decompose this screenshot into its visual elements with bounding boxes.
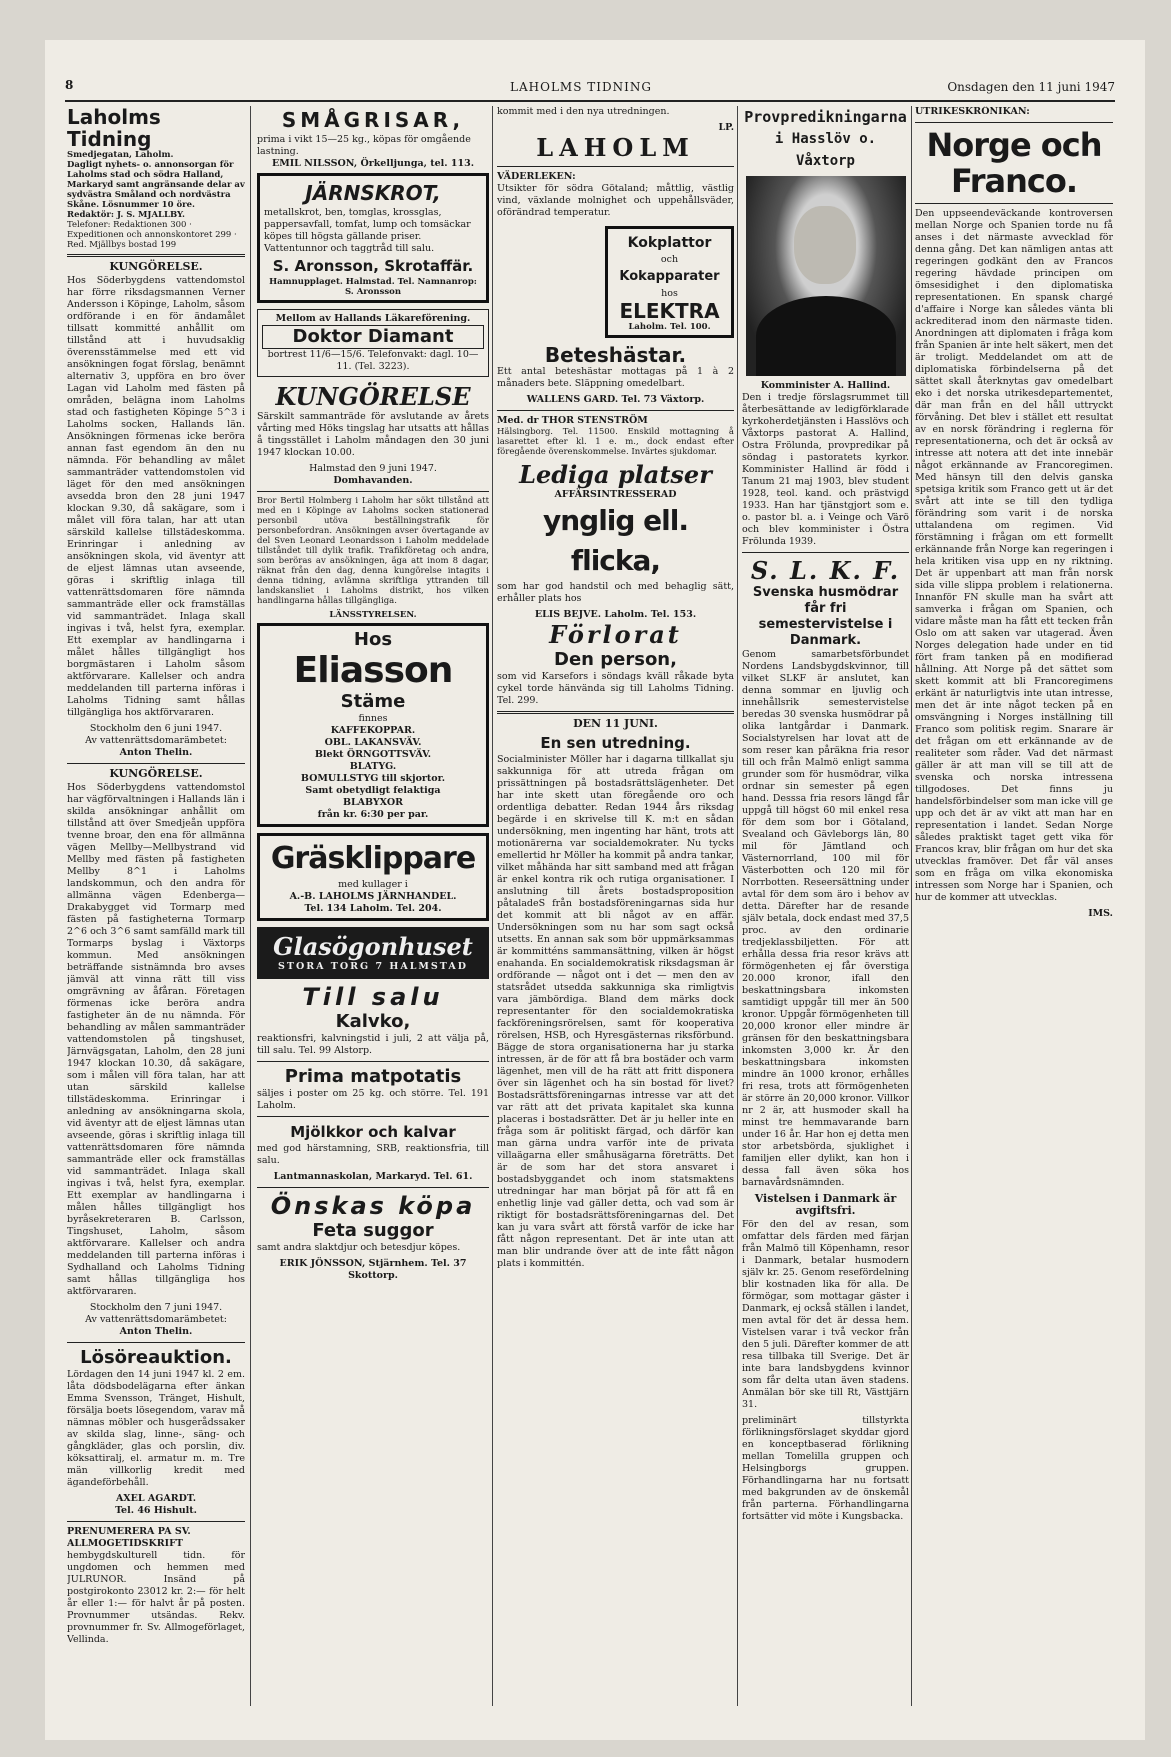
kung-sign: Domhavanden. xyxy=(333,475,413,486)
page-number: 8 xyxy=(65,78,74,92)
mjolk-firm: Lantmannaskolan, Markaryd. Tel. 61. xyxy=(273,1171,473,1182)
photo-caption: Komminister A. Hallind. xyxy=(760,380,891,391)
masthead-title: Laholms Tidning xyxy=(67,106,161,151)
senutr-title: En sen utredning. xyxy=(540,734,691,752)
gras-tel: Tel. 134 Laholm. Tel. 204. xyxy=(304,903,442,914)
betes-title: Beteshästar. xyxy=(544,343,687,367)
kungorelse-2-text: Hos Söderbygdens vattendomstol har vägförvaltningen i Hallands län i skilda ansökningar anhållit om tillstånd att över Smedjeån uppföra tvenne broar, den ena för allmänna vägen Mellby—Mellbystrand vid Mellby med fästen på fastigheten Mellby 8^1 i Laholms landskommun, och den andra för allmänna vägen Edenberga—Drakabygget vid Tormarp med fästen på fastigheterna Tormarp 2^6 och 3^6 samt samfälld mark till Tormarps byslag i Växtorps kommun. Med ansökningen beträffande sistnämnda bro avses jämväl att vinna rätt till viss omgrävning av åfåran. Företagen förmenas icke beröra andra fastigheter än de nu nämnda. För behandling av målen sammanträder vattendomstolen på tingshuset, Järnvägsgatan, Laholm, den 28 juni 1947 klockan 10.30, då sakägare, som i målen vill föra talan, har att utan särskild kallelse tillstädeskomma. Erinringar i anledning av ansökningarna skola, vid äventyr att de eljest lämnas utan avseende, göras i skriftlig inlaga till vattenrättsdomaren före nämnda sammanträde eller ock framställas vid sammanträdet. Inlaga skall ingivas i två, helst fyra, exemplar. Ett exemplar av handlingarna i målen hålles tillgängligt hos byråsekreteraren B. Carlsson, Tingshuset, Laholm, såsom aktförvarare. Kallelser och andra meddelanden till parterna införas i Sydhalland och Laholms Tidning samt hållas tillgängliga hos aktförvararen. xyxy=(67,782,245,1297)
kungorelse-2-sign: Anton Thelin. xyxy=(119,1326,193,1337)
person-text: som vid Karsefors i söndags kväll råkade byta cykel torde hänvända sig till Laholms Tidning. Tel. 299. xyxy=(497,671,734,706)
den11-head: DEN 11 JUNI. xyxy=(573,717,658,730)
top-text: kommit med i den nya utredningen. xyxy=(497,106,670,117)
lakare-title: Mellom av Hallands Läkareförening. xyxy=(275,313,471,324)
top-sign: LP. xyxy=(718,122,734,133)
kungorelse-2-place: Stockholm den 7 juni 1947. xyxy=(89,1302,223,1313)
utrikes-title: Norge och Franco. xyxy=(926,126,1102,200)
mjolk-text: med god härstamning, SRB, reaktionsfria, till salu. xyxy=(257,1143,489,1166)
page-header xyxy=(65,78,1115,102)
kok-hos: hos xyxy=(661,288,678,299)
kungorelse-2-head: KUNGÖRELSE. xyxy=(109,767,203,780)
eliasson-finnes: finnes xyxy=(358,713,388,724)
gras-text: med kullager i xyxy=(338,879,408,890)
kung-place: Halmstad den 9 juni 1947. xyxy=(309,463,437,474)
ynglig-text: som har god handstil och med behaglig sätt, erhåller plats hos xyxy=(497,581,734,604)
slkf-sub: Svenska husmödrar får fri semestervistelse i Danmark. xyxy=(752,585,899,648)
tillsalu-head: Till salu xyxy=(302,983,444,1011)
betes-sign: WALLENS GARD. Tel. 73 Växtorp. xyxy=(526,394,705,405)
prov-title: Provpredikningarna xyxy=(744,108,907,126)
vader-head: VÄDERLEKEN: xyxy=(497,171,576,182)
eliasson-hos: Hos xyxy=(353,629,393,650)
betes-text: Ett antal beteshästar mottagas på 1 à 2 månaders bete. Släppning omedelbart. xyxy=(497,366,734,389)
utrikes-text: Den uppseendeväckande kontroversen mellan Norge och Spanien torde nu få anses i det närmaste avvecklad för denna gång. Det kan nämligen antas att regeringen godkänt den av Francos regering hävdade principen om ömsesidighet i den diplomatiska representationen. En spansk chargé d'affaire i Norge kan således vänta bli ackrediterad inom den närmaste tiden. Anordningen att diplomaten i fråga kom från Spanien är inte helt säkert, men det är troligt. Meddelandet om att de diplomatiska förbindelserna på det sättet skall återknytas gav omedelbart eko i det norska utrikesdepartementet, där man från en del håll uttryckt förvåning. Det blev i stället ett resultat av en norsk förändring i reglerna för representationerna, och det är också av intresse att notera att det inte innebär något erkännande av Francoregimen. Med hänsyn till den delvis ganska spetsiga kritik som Franco gett ut är det svårt att inte se till den tydliga förändring som varit i de norska uttalandena om regimen. Vid förstämning i frågan om ett formellt erkännande från Norge kan regeringen i hela kritiken visa upp en ny riktning. Det är uppenbart att man från norsk sida ville slippa problem i relationerna. Innanför FN skulle man ha svårt att samverka i frågan om Spanien, och vidare måste man ha fått ett tecken från Oslo om att saken var utagerad. Även Norges delegation hade under en tid fört fram tanken på en modifierad hållning. Att Norge på det sättet som skett kommit att bli Francoregimens erkänt är naturligtvis inte utan intresse, men det är inte något tecken på en omsvängning i Norges inställning till Franco som politisk regim. Snarare är det frågan om ett erkännande av de realiteter som råder. Vad det närmast gäller är att man vill se till att de svenska och norska intressena tillgodoses. Det finns ju handelsförbindelser som man icke vill ge upp och det är av vikt att man har en representation i landet. Sedan Norge således praktiskt taget gett vika för Francos krav, blir frågan om hur det ska utvecklas framöver. Det får väl anses som en fråga om vilka ekonomiska intressen som Norge har i Spanien, och hur de kommer att utvecklas. xyxy=(915,208,1113,903)
newspaper-name: LAHOLMS TIDNING xyxy=(510,80,652,94)
gras-title: Gräsklippare xyxy=(270,841,476,876)
smagrisar-title: SMÅGRISAR, xyxy=(281,108,465,132)
masthead-desc: Dagligt nyhets- o. annonsorgan för Laholms stad och södra Halland, Markaryd samt angränsande delar av sydvästra Småland och nordvästra Skåne. Lösnummer 10 öre. xyxy=(67,160,245,210)
prov-text: Den i tredje förslagsrummet till återbesättande av ledigförklarade kyrkoherdetjänsten i Hasslövs och Våxtorps pastorat A. Hallind, Ostra Frölunda, provpredikar på söndag i pastoratets kyrkor. Komminister Hallind är född i Tanum 21 maj 1903, blev student 1928, teol. kand. och prästvigd 1933. Han har tjänstgjort som e. o. pastor bl. a. i Veinge och Värö och blev komminister i Östra Frölunda 1939. xyxy=(742,392,909,547)
gras-firm: A.-B. LAHOLMS JÄRNHANDEL. xyxy=(289,891,457,902)
kok-title: Kokplattor xyxy=(627,235,712,251)
column-4 xyxy=(742,106,909,1686)
kungorelse-1-sign: Anton Thelin. xyxy=(119,747,193,758)
subscribe-head: PRENUMERERA PA SV. ALLMOGETIDSKRIFT xyxy=(67,1526,191,1549)
auction-title: Lösöreauktion. xyxy=(80,1347,232,1368)
smagrisar-sign: EMIL NILSSON, Örkelljunga, tel. 113. xyxy=(271,158,475,169)
jarnskrot-firm: S. Aronsson, Skrotaffär. xyxy=(272,257,474,275)
onskas-head: Önskas köpa xyxy=(270,1192,476,1220)
eliasson-item: OBL. LAKANSVÄV. xyxy=(324,737,422,748)
jarnskrot-title: JÄRNSKROT, xyxy=(305,181,441,205)
vist-text: För den del av resan, som omfattar dels färden med färjan från Malmö till Köpenhamn, resor i Danmark, betalar husmodern själv kr. 25. Genom resefördelning blir kostnaden lika för alla. De förmögar, som mottagar gäster i Danmark, ej också ställen i landet, men avtal för det är dessa hem. Vistelsen varar i två veckor från den 5 juli. Därefter kommer de att resa tillbaka till Sverige. Det är inte bara landsbygdens kvinnor som får delta utan även stadens. Anmälan bör ske till Rt, Västtjärn 31. xyxy=(742,1219,909,1410)
bertil-text: Bror Bertil Holmberg i Laholm har sökt tillstånd att med en i Köpinge av Laholms socken stationerad personbil utöva beställningstrafik för personbefordran. Ansökningen avser övertagande av del Sven Leonard Leonardsson i Laholm meddelade tillståndet till dylik trafik. Trafikföretag och andra, som beröras av ansökningen, äga att inom 8 dagar, räknat från den dag, denna kungörelse intagits i denna tidning, avlämna skriftliga yttranden till landskansliet i Laholms distrikt, hos vilken handlingarna hållas tillgängliga. xyxy=(257,496,489,606)
eliasson-item: BLATYG. xyxy=(349,761,397,772)
portrait-photo xyxy=(746,176,906,376)
auction-sign: AXEL AGARDT. xyxy=(115,1493,197,1504)
person-title: Den person, xyxy=(554,649,677,670)
kungorelse-1-place: Stockholm den 6 juni 1947. xyxy=(89,723,223,734)
utrikes-sign: IMS. xyxy=(1088,908,1113,919)
kok-title2: Kokapparater xyxy=(619,269,720,284)
laholm-title: LAHOLM xyxy=(536,133,695,162)
column-1 xyxy=(67,106,245,1686)
elektra-place: Laholm. xyxy=(628,322,667,332)
vader-text: Utsikter för södra Götaland; måttlig, västlig vind, växlande molnighet och uppehållsväder, oförändrad temperatur. xyxy=(497,183,734,218)
eliasson-ad xyxy=(257,623,489,827)
med-text: Hälsingborg. Tel. 11500. Enskild mottagning å lasarettet efter kl. 1 e. m., dock endast efter föregående överenskommelse. Invärtes sjukdomar. xyxy=(497,427,734,457)
masthead-phones: Telefoner: Redaktionen 300 · Expeditionen och annonskontoret 299 · Red. Mjällbys bostad 199 xyxy=(67,220,237,250)
kalvko-title: Kalvko, xyxy=(335,1011,411,1032)
kalvko-text: reaktionsfri, kalvningstid i juli, 2 att välja på, till salu. Tel. 99 Alstorp. xyxy=(257,1033,489,1056)
utrikes-head: UTRIKESKRÖNIKAN: xyxy=(915,106,1030,117)
glasogonhuset-ad xyxy=(257,927,489,979)
diamant-ad xyxy=(257,309,489,377)
kungorelse-2-office: Av vattenrättsdomarämbetet: xyxy=(85,1314,227,1325)
diamant-text: bortrest 11/6—15/6. Telefonvakt: dagl. 10—11. (Tel. 3223). xyxy=(267,349,479,372)
feta-text: samt andra slaktdjur och betesdjur köpes. xyxy=(257,1242,461,1253)
matpotatis-title: Prima matpotatis xyxy=(284,1066,462,1087)
slkf-text: Genom samarbetsförbundet Nordens Landsbygdskvinnor, till vilket SLKF är anslutet, kan denna sommar en ljuvlig och innehållsrik semestervistelse beredas 30 svenska husmödrar på olika lantgårdar i Danmark. Socialstyrelsen har lovat att de som reser kan påräkna fria resor till och från Malmö enligt samma grunder som för husmödrar, vilka ordnar sin semester på egen hand. Desssa fria resors längd får uppgå till högst 60 mil enkel resa för dem som bor i Götaland, Svealand och Gävleborgs län, 80 mil för Jämtland och Västernorrland, 100 mil för Västerbotten och 120 mil för Norrbotten. Reseersättning under avtal för dem som äro i behov av detta. Därefter har de resande själv betala, dock endast med 37,5 proc. av den ordinarie tredjeklassbiljetten. För att erhålla dessa fria resor krävs att förmögenheten ej får överstiga 20.000 kronor, ifall den beskattningsbara inkomsten samtidigt uppgår till mer än 500 kronor. Uppgår förmögenheten till 20,000 kronor eller mindre är gränsen för den beskattningsbara inkomsten 3,000 kr. Är den beskattningsbara inkomsten mindre än 1000 kronor, erhålles fri resa, trots att förmögenheten är större än 20,000 kronor. Villkor nr 2 är, att husmoder skall ha minst tre hemmavarande barn under 16 år. Har hon ej detta men stor arbetsbörda, sjuklighet i familjen eller dylikt, kan hon i dessa fall även söka hos barnavårdsnämnden. xyxy=(742,649,909,1188)
column-2 xyxy=(257,106,489,1686)
jarnskrot-text: metallskrot, ben, tomglas, krossglas, pappersavfall, tomfat, lump och tomsäckar köpes till högsta gällande priser. Vattentunnor och taggtråd till salu. xyxy=(264,207,471,254)
kung-title: KUNGÖRELSE xyxy=(275,382,471,411)
eliasson-item: Samt obetydligt felaktiga xyxy=(305,785,441,796)
kungorelse-1-office: Av vattenrättsdomarämbetet: xyxy=(85,735,227,746)
diamant-name: Doktor Diamant xyxy=(262,325,484,349)
vist-head: Vistelsen i Danmark är avgiftsfri. xyxy=(754,1192,897,1217)
glas-name: Glasögonhuset xyxy=(273,932,473,961)
eliasson-item: BLABYXOR xyxy=(342,797,404,808)
eliasson-item: KAFFEKOPPAR. xyxy=(330,725,416,736)
feta-title: Feta suggor xyxy=(312,1220,434,1241)
smagrisar-text: prima i vikt 15—25 kg., köpas för omgående lastning. xyxy=(257,134,471,157)
newspaper-page xyxy=(45,40,1145,1740)
eliasson-item: Blekt ÖRNGOTTSVÄV. xyxy=(314,749,432,760)
bertil-sign: LÄNSSTYRELSEN. xyxy=(329,610,417,620)
kungorelse-1-head: KUNGÖRELSE. xyxy=(109,260,203,273)
ynglig-title: ynglig ell. flicka, xyxy=(542,504,689,577)
jarnskrot-ad xyxy=(257,173,489,303)
kungorelse-1-text: Hos Söderbygdens vattendomstol har förre riksdagsmannen Verner Andersson i Köpinge, Laholm, såsom ordförande i en för ändamålet tillsatt kommitté anhållit om tillstånd att i huvudsaklig överensstämmelse med ett vid ansökningen fogat förslag, benämnt alternativ 3, uppföra en bro över Lagan vid Laholm med fästen på områden, belägna inom Laholms stad och fastigheten Köpinge 5^3 i Laholms socken, Hallands län. Ansökningen förmenas icke beröra annan fast egendom än den nu nämnda. För behandling av målet sammanträder vattendomstolen vid läget för den med ansökningen avsedda bron den 28 juni 1947 klockan 9.30, då sakägare, som i målet vill föra talan, har att utan särskild kallelse tillstädeskomma. Erinringar i anledning av ansökningen skola, vid äventyr att de eljest lämnas utan avseende, göras i skriftlig inlaga till vattenrättsdomaren före nämnda sammanträde eller ock framställas vid sammanträdet. Inlaga skall ingivas i två, helst fyra, exemplar. Ett exemplar av handlingarna i målet hålles tillgängligt hos borgmästaren i Laholm såsom aktförvarare. Kallelser och andra meddelanden till parterna införas i Laholms Tidning samt hållas tillgängliga hos aktförvararen. xyxy=(67,275,245,718)
elektra-name: ELEKTRA xyxy=(619,299,720,323)
column-3 xyxy=(497,106,734,1686)
lediga-head: Lediga platser xyxy=(519,460,712,489)
prel-text: preliminärt tillstyrkta förlikningsförslaget skyddar gjord en konceptbaserad förlikning mellan Tomelilla gruppen och Helsingborgs gruppen. Förhandlingarna har nu fortsatt med bakgrunden av de önskemål från parterna. Förhandlingarna fortsätter vid möte i Kungsbacka. xyxy=(742,1415,909,1522)
masthead-editor: Redaktör: J. S. MJALLBY. xyxy=(67,210,185,220)
slkf-title: S. L. K. F. xyxy=(750,556,901,585)
glas-addr: STORA TORG 7 HALMSTAD xyxy=(278,961,468,972)
mjolk-title: Mjölkkor och kalvar xyxy=(290,1123,456,1141)
kung-text: Särskilt sammanträde för avslutande av årets vårting med Höks tingslag har utsatts att hållas å tingsstället i Laholm måndagen den 30 juni 1947 klockan 10.00. xyxy=(257,411,489,458)
gras-ad xyxy=(257,833,489,921)
column-5 xyxy=(915,106,1113,1686)
auction-text: Lördagen den 14 juni 1947 kl. 2 em. låta dödsbodelägarna efter änkan Emma Svensson, Tränget, Hishult, försälja boets lösegendom, varav må nämnas möbler och husgerådssaker av skilda slag, linne-, säng- och gångkläder, glas och porslin, div. köksattiralj, el. armatur m. m. Tre män villkorlig kredit med ägandeförbehåll. xyxy=(67,1369,245,1488)
forlorat-head: Förlorat xyxy=(549,620,682,649)
eliasson-stame: Stäme xyxy=(340,691,406,712)
matpotatis-text: säljes i poster om 25 kg. och större. Tel. 191 Laholm. xyxy=(257,1088,489,1111)
auction-tel: Tel. 46 Hishult. xyxy=(115,1505,197,1516)
elektra-tel: Tel. 100. xyxy=(669,322,711,332)
kokplattor-ad xyxy=(605,226,734,338)
eliasson-item: från kr. 6:30 per par. xyxy=(317,809,429,820)
eliasson-item: BOMULLSTYG till skjortor. xyxy=(300,773,446,784)
prov-title2: i Hasslöv o. Våxtorp xyxy=(774,131,877,169)
eliasson-name: Eliasson xyxy=(293,650,453,691)
kok-och: och xyxy=(660,254,679,265)
med-head: Med. dr THOR STENSTRÖM xyxy=(497,415,648,426)
editorial-text: Socialminister Möller har i dagarna tillkallat sju sakkunniga för att utreda frågan om prissättningen på bostadsrättslägenheter. Det har inte skett utan föregående oro och ordentliga debatter. Redan 1944 års riksdag begärde i en skrivelse till K. m:t en sådan undersökning, men ingenting har hänt, trots att motionärerna var socialdemokrater. Nu tycks emellertid hr Möller ha kommit på andra tankar, vilket måhända har sitt samband med att frågan är enkel kontra rik och rutiga organisationer. I anslutning till årets bostadsproposition påtaladeS från bostadsföreningarnas sida hur det kommit att bli något av en affär. Undersökningen som nu har som sagt också utsetts. En annan sak som bör uppmärksammas är kommitténs sammansättning, vilken är högst enahanda. En socialdemokratisk riksdagsman är ordförande — något ont i det — men den av statsrådet utsedda sakkunniga ska rimligtvis vara jämbördiga. Bland dem märks dock representanter för den socialdemokratiska fackföreningsrörelsen, samt för kooperativa rörelsen, HSB, och Hyresgästernas riksförbund. Bägge de stora organisationerna har ju starka intressen, är de för att få bra bostäder och varm lägenhet, men vill de ha rätt att fritt disponera över sin lägenhet och ha sin bostad för livet? Bostadsrättsföreningarnas intresse var att det var rätt att det privata kapitalet ska kunna placeras i bostadsrätter. Det är ju heller inte en fråga som är politiskt färgad, och därför kan man gärna undra varför inte de privata villaägarna eller småhusägarna företrätts. Det är de som har det stora ansvaret i bostadsbyggandet och inom statsmaktens utredningar har man börjat på för att få en enhetlig linje vad gäller detta, och vad som är riktigt för bostadsrättsföreningarnas del. Det kan ju vara svårt att förstå varför de icke har fått någon representant. Det är inte utan att man blir undrande över att de inte fått någon plats i kommittén. xyxy=(497,754,734,1269)
jarnskrot-addr: Hamnupplaget. Halmstad. Tel. Namnanrop: S. Aronsson xyxy=(269,277,477,297)
masthead-address: Smedjegatan, Laholm. xyxy=(67,150,174,160)
issue-date: Onsdagen den 11 juni 1947 xyxy=(947,80,1115,94)
subscribe-text: hembygdskulturell tidn. för ungdomen och hemmen med JULRUNOR. Insänd på postgirokonto 23012 kr. 2:— för helt år eller 1:— för halvt år på posten. Provnummer utsändas. Rekv. provnummer fr. Sv. Allmogeförlaget, Vellinda. xyxy=(67,1550,245,1645)
ynglig-sign: ELIS BEJVE. Laholm. Tel. 153. xyxy=(534,609,697,620)
affars-head: AFFÄRSINTRESSERAD xyxy=(554,489,677,500)
feta-sign: ERIK JÖNSSON, Stjärnhem. Tel. 37 Skottorp. xyxy=(279,1258,467,1281)
